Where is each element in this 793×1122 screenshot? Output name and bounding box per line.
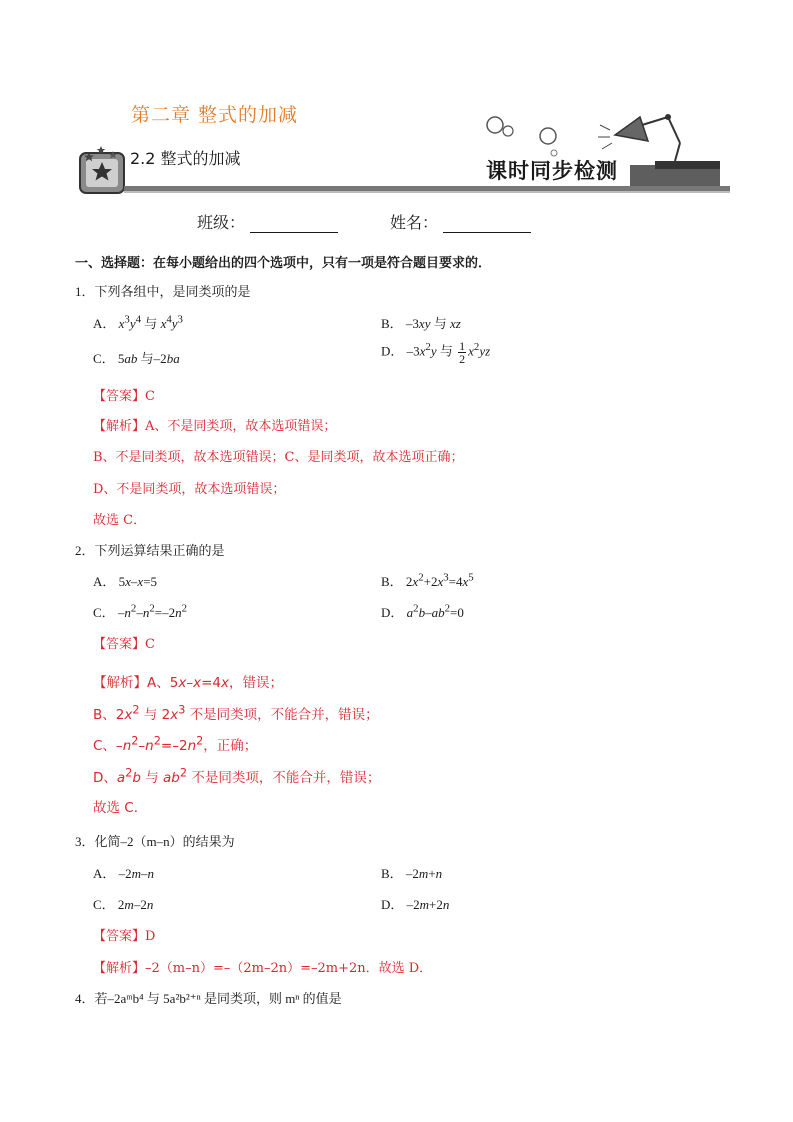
q3-option-d: D． –2m+2n [381,897,450,912]
class-blank[interactable] [250,216,338,233]
name-field [390,210,531,233]
q1-explanation-3: D、不是同类项，故本选项错误； [93,482,286,497]
header-bar [124,186,730,191]
q2-option-c: C． $-n^2-n^2=-2n^2$ [93,602,188,620]
banner-title: 课时同步检测 [486,158,618,183]
q1-option-d: D． $-3x^2y$ 与 $\frac{1}{2}$ $x^2yz$ [381,339,491,366]
q3-option-b: B． –2m+n [381,866,443,881]
q1-answer: 【答案】C [93,389,155,404]
q1-option-c: C． 5ab 与–2ba [93,351,180,366]
question-2-stem: 2．下列运算结果正确的是 [75,543,225,558]
question-3-stem: 3．化简–2（m–n）的结果为 [75,834,235,849]
q2-explanation-1: 【解析】A、5x–x=4x，错误； [93,675,283,691]
name-blank[interactable] [443,216,531,233]
q2-option-a: A． 5x–x=5 [93,574,158,589]
q2-explanation-3: C、$-n^2-n^2=-2n^2$，正确； [93,734,258,754]
section-heading: 一、选择题：在每小题给出的四个选项中，只有一项是符合题目要求的． [75,256,492,271]
lamp-icon [598,114,680,161]
name-label: 姓名： [390,213,439,232]
class-label: 班级： [197,213,246,232]
q2-answer: 【答案】C [93,637,155,652]
q2-explanation-2: B、$2x^2$ 与 $2x^3$ 不是同类项，不能合并，错误； [93,703,379,723]
q1-explanation-4: 故选 C． [93,513,147,528]
q1-explanation-2: B、不是同类项，故本选项错误；C、是同类项，故本选项正确； [93,450,464,465]
q2-option-b: B． $2x^2+2x^3=4x^5$ [381,571,474,589]
q1-option-b: B． –3xy 与 xz [381,316,461,331]
question-1-stem: 1．下列各组中，是同类项的是 [75,284,251,299]
question-4-stem: 4．若–2aᵐb⁴ 与 5a²b²⁺ⁿ 是同类项，则 mⁿ 的值是 [75,991,342,1006]
q2-option-d: D． $a^2b-ab^2=0$ [381,602,464,620]
class-field [197,210,338,233]
q2-explanation-4: D、$a^2b$ 与 $ab^2$ 不是同类项，不能合并，错误； [93,766,381,786]
q1-explanation-1: 【解析】A、不是同类项，故本选项错误； [93,419,337,434]
q1-option-a: A． $x^3y^4$ 与 $x^4y^3$ [93,313,183,331]
q3-option-a: A． –2m–n [93,866,155,881]
section-title: 2.2 整式的加减 [130,149,241,168]
q3-explanation: 【解析】–2（m–n）=–（2m–2n）=–2m+2n．故选 D． [93,961,433,976]
q3-answer: 【答案】D [93,929,156,944]
q2-explanation-5: 故选 C． [93,800,148,816]
q3-option-c: C． 2m–2n [93,897,154,912]
chapter-title: 第二章 整式的加减 [131,104,299,126]
